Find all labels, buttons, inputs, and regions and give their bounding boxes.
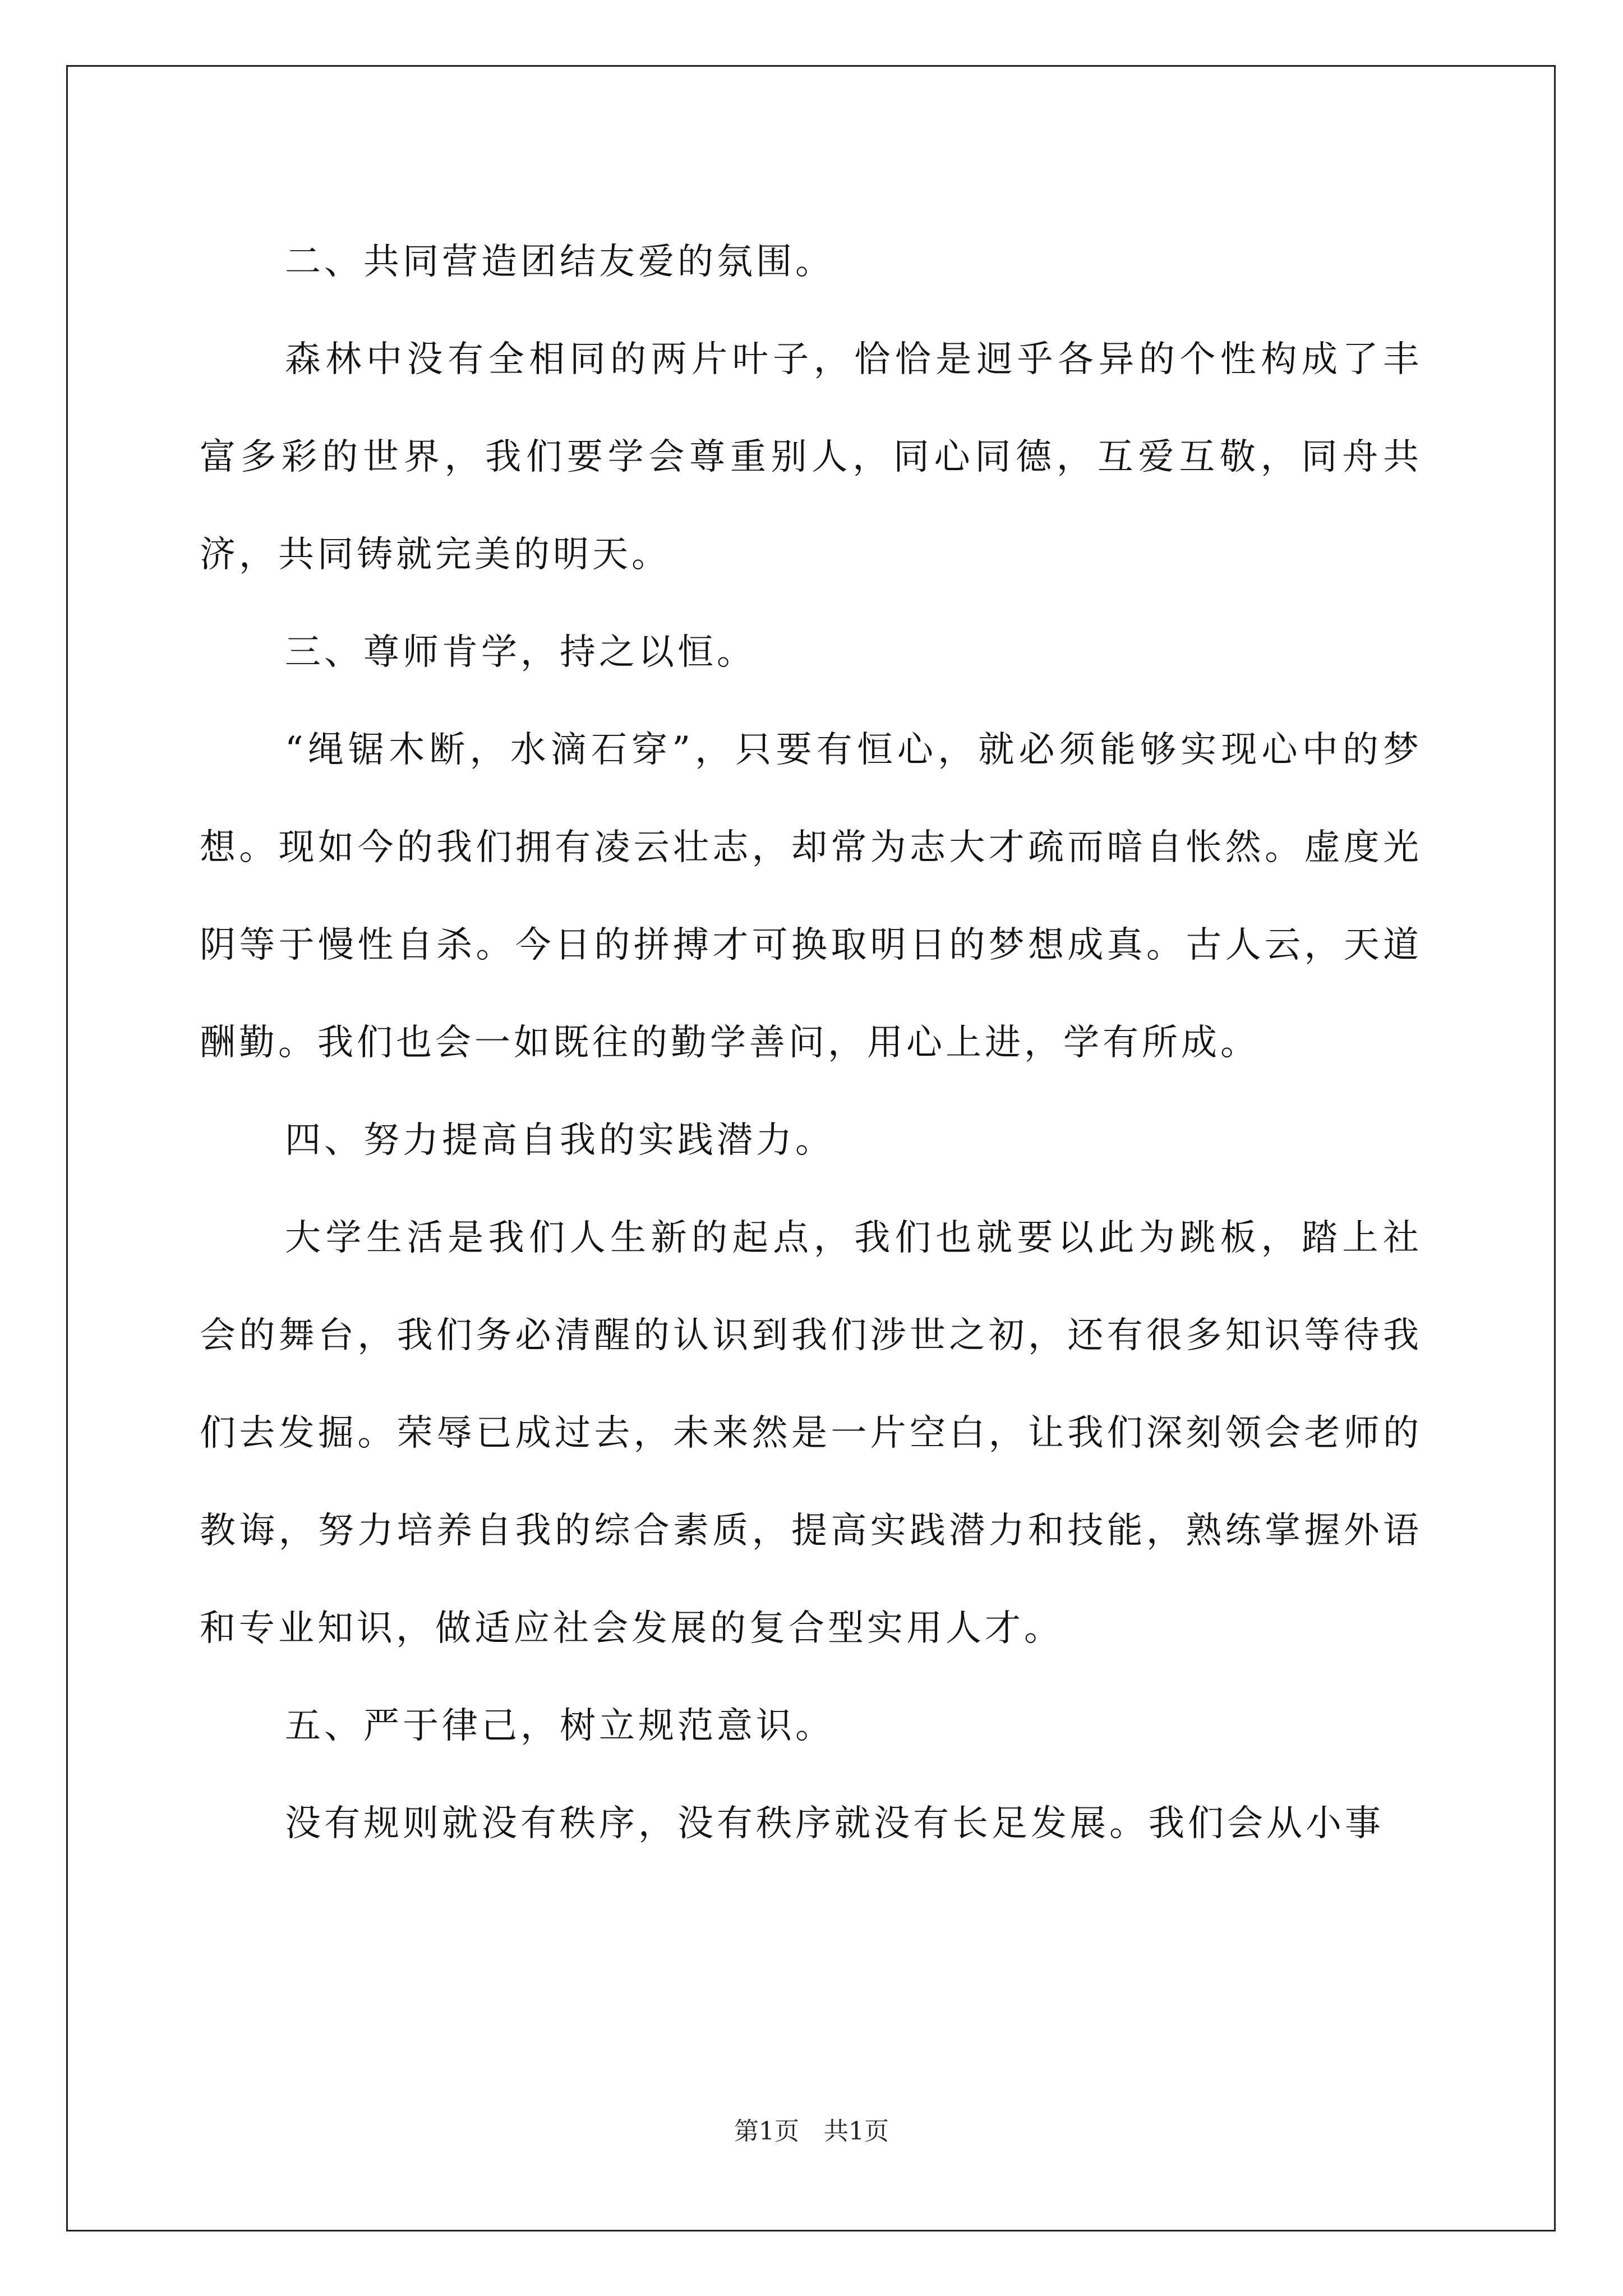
paragraph: 大学生活是我们人生新的起点，我们也就要以此为跳板，踏上社会的舞台，我们务必清醒的认识到我们涉世之初，还有很多知识等待我们去发掘。荣辱已成过去，未来然是一片空白，让我们深刻领会老师的教诲，努力培养自我的综合素质，提高实践潜力和技能，熟练掌握外语和专业知识，做适应社会发展的复合型实用人才。 [200, 1217, 1422, 1649]
section-heading-4: 四、努力提高自我的实践潜力。 [285, 1120, 834, 1161]
page-footer [0, 2115, 1623, 2148]
paragraph: 没有规则就没有秩序，没有秩序就没有长足发展。我们会从小事 [285, 1803, 1384, 1844]
page-number: 第1页 共1页 [734, 2117, 889, 2146]
section-heading-2: 二、共同营造团结友爱的氛围。 [285, 241, 834, 283]
section-heading-5: 五、严于律己，树立规范意识。 [285, 1705, 834, 1747]
paragraph: 森林中没有全相同的两片叶子，恰恰是迥乎各异的个性构成了丰富多彩的世界，我们要学会尊重别人，同心同德，互爱互敬，同舟共济，共同铸就完美的明天。 [200, 339, 1422, 576]
document-body [200, 213, 1422, 1872]
section-heading-3: 三、尊师肯学，持之以恒。 [285, 632, 756, 673]
paragraph: “绳锯木断，水滴石穿”，只要有恒心，就必须能够实现心中的梦想。现如今的我们拥有凌云壮志，却常为志大才疏而暗自怅然。虚度光阴等于慢性自杀。今日的拼搏才可换取明日的梦想成真。古人云，天道酬勤。我们也会一如既往的勤学善问，用心上进，学有所成。 [200, 729, 1422, 1064]
